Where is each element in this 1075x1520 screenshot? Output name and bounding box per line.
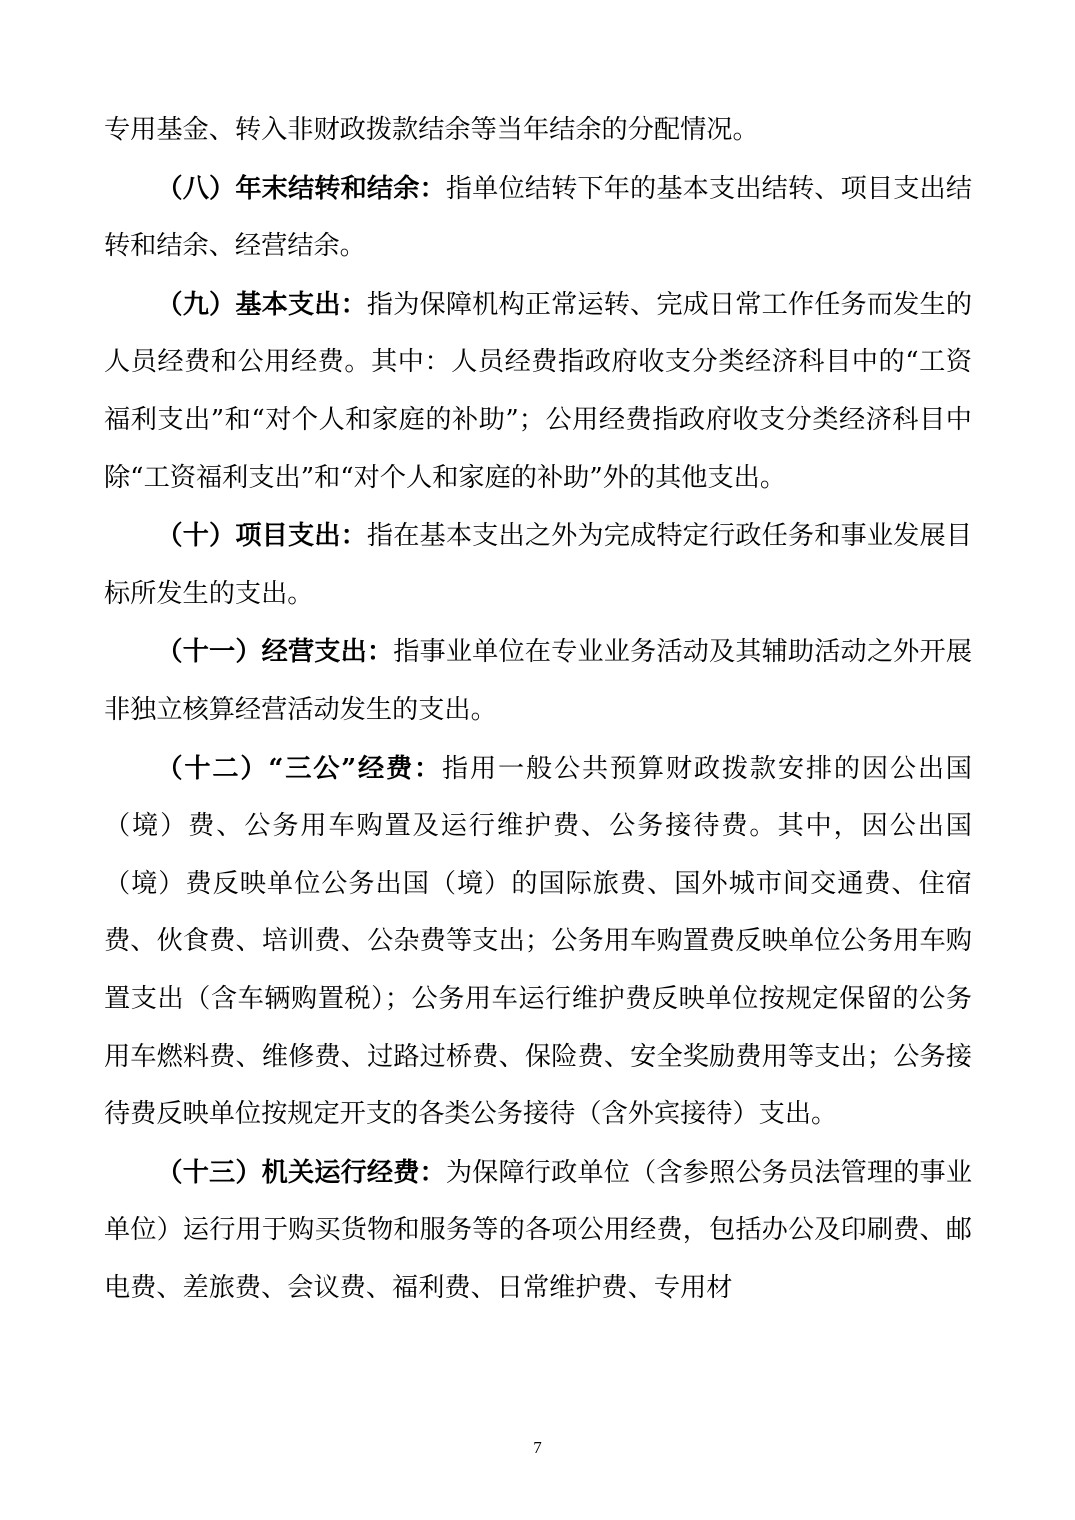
paragraph-agency-operating-funds <box>104 1144 972 1318</box>
paragraph-basic-expenditure <box>104 276 972 507</box>
paragraph-text: 指在基本支出之外为完成特定行政任务和事业发展目标所发生的支出。 <box>104 521 973 609</box>
paragraph-three-public-expenses <box>104 740 972 1144</box>
term-heading: （十）项目支出： <box>156 520 367 552</box>
term-heading: （八）年末结转和结余： <box>156 172 446 204</box>
paragraph-text: 专用基金、转入非财政拨款结余等当年结余的分配情况。 <box>104 115 759 145</box>
body-text <box>104 102 972 1317</box>
term-heading: （十二）“三公”经费： <box>156 752 443 784</box>
term-heading: （十三）机关运行经费： <box>156 1156 446 1188</box>
paragraph-operating-expenditure <box>104 623 972 739</box>
page-number: 7 <box>533 1438 542 1457</box>
term-heading: （十一）经营支出： <box>156 636 394 668</box>
paragraph-project-expenditure <box>104 507 972 623</box>
paragraph-year-end-balance <box>104 160 972 276</box>
paragraph-continuation <box>104 102 972 160</box>
term-heading: （九）基本支出： <box>156 288 367 320</box>
paragraph-text: 指为保障机构正常运转、完成日常工作任务而发生的人员经费和公用经费。其中：人员经费指政府收支分类经济科目中的“工资福利支出”和“对个人和家庭的补助”；公用经费指政府收支分类经济科目中除“工资福利支出”和“对个人和家庭的补助”外的其他支出。 <box>104 289 973 493</box>
paragraph-text: 为保障行政单位（含参照公务员法管理的事业单位）运行用于购买货物和服务等的各项公用经费，包括办公及印刷费、邮电费、差旅费、会议费、福利费、日常维护费、专用材 <box>104 1157 973 1303</box>
paragraph-text: 指用一般公共预算财政拨款安排的因公出国（境）费、公务用车购置及运行维护费、公务接待费。其中，因公出国（境）费反映单位公务出国（境）的国际旅费、国外城市间交通费、住宿费、伙食费、培训费、公杂费等支出；公务用车购置费反映单位公务用车购置支出（含车辆购置税）；公务用车运行维护费反映单位按规定保留的公务用车燃料费、维修费、过路过桥费、保险费、安全奖励费用等支出；公务接待费反映单位按规定开支的各类公务接待（含外宾接待）支出。 <box>104 753 972 1130</box>
paragraph-text: 指事业单位在专业业务活动及其辅助活动之外开展非独立核算经营活动发生的支出。 <box>104 637 972 725</box>
paragraph-text: 指单位结转下年的基本支出结转、项目支出结转和结余、经营结余。 <box>104 173 973 262</box>
